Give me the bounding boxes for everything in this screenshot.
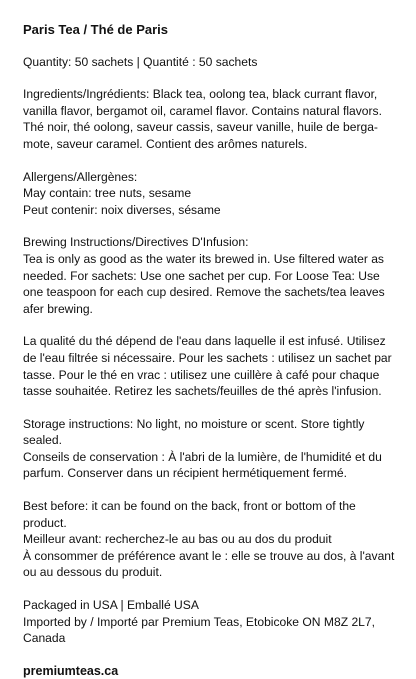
ingredients-line: Thé noir, thé oolong, saveur cassis, saveur vanille, huile de berga- [23,120,378,135]
brewing-instructions-fr [23,333,393,399]
brewing-fr-line: tasse souhaitée. Retirez les sachets/feuilles de thé après l'infusion. [23,384,382,399]
packaging-line: Imported by / Importé par Premium Teas, Etobicoke ON M8Z 2L7, [23,614,375,629]
brewing-line: afer brewing. [23,301,93,316]
best-before-line: Meilleur avant: recherchez-le au bas ou au dos du produit [23,532,332,547]
best-before-line: Best before: it can be found on the back, front or bottom of the [23,499,356,514]
quantity-line: Quantity: 50 sachets | Quantité : 50 sachets [23,54,258,69]
storage-section [23,416,393,482]
storage-line: Storage instructions: No light, no moisture or scent. Store tightly [23,416,365,431]
ingredients-section [23,86,393,152]
ingredients-line: vanilla flavor, bergamot oil, caramel flavor. Contains natural flavors. [23,103,382,118]
storage-line: Conseils de conservation : À l'abri de la lumière, de l'humidité et du [23,449,382,464]
storage-line: parfum. Conserver dans un récipient hermétiquement fermé. [23,466,347,481]
best-before-line: À consommer de préférence avant le : elle se trouve au dos, à l'avant [23,548,395,563]
best-before-line: ou au dessous du produit. [23,565,163,580]
allergens-line: Allergens/Allergènes: [23,169,138,184]
best-before-section [23,498,393,581]
packaging-line: Packaged in USA | Emballé USA [23,598,199,613]
brewing-instructions-en [23,234,393,317]
brewing-line: needed. For sachets: Use one sachet per cup. For Loose Tea: Use [23,268,380,283]
packaging-line: Canada [23,631,66,646]
packaging-section [23,597,393,647]
ingredients-line: Ingredients/Ingrédients: Black tea, oolong tea, black currant flavor, [23,87,378,102]
brewing-line: Tea is only as good as the water its brewed in. Use filtered water as [23,251,384,266]
allergens-section [23,169,393,219]
product-title: Paris Tea / Thé de Paris [23,22,168,37]
allergens-line: May contain: tree nuts, sesame [23,186,192,201]
quantity-section [23,54,393,71]
ingredients-line: mote, saveur caramel. Contient des arômes naturels. [23,136,308,151]
brewing-line: one teaspoon for each cup desired. Remove the sachets/tea leaves [23,285,385,300]
brewing-fr-line: La qualité du thé dépend de l'eau dans laquelle il est infusé. Utilisez [23,334,386,349]
brewing-fr-line: tasse. Pour le thé en vrac : utilisez une cuillère à café pour chaque [23,367,380,382]
brewing-fr-line: de l'eau filtrée si nécessaire. Pour les sachets : utilisez un sachet par [23,350,392,365]
allergens-line: Peut contenir: noix diverses, sésame [23,202,221,217]
website-link: premiumteas.ca [23,663,119,678]
best-before-line: product. [23,515,67,530]
product-label [23,22,393,679]
storage-line: sealed. [23,433,62,448]
brewing-line: Brewing Instructions/Directives D'Infusion: [23,235,249,250]
